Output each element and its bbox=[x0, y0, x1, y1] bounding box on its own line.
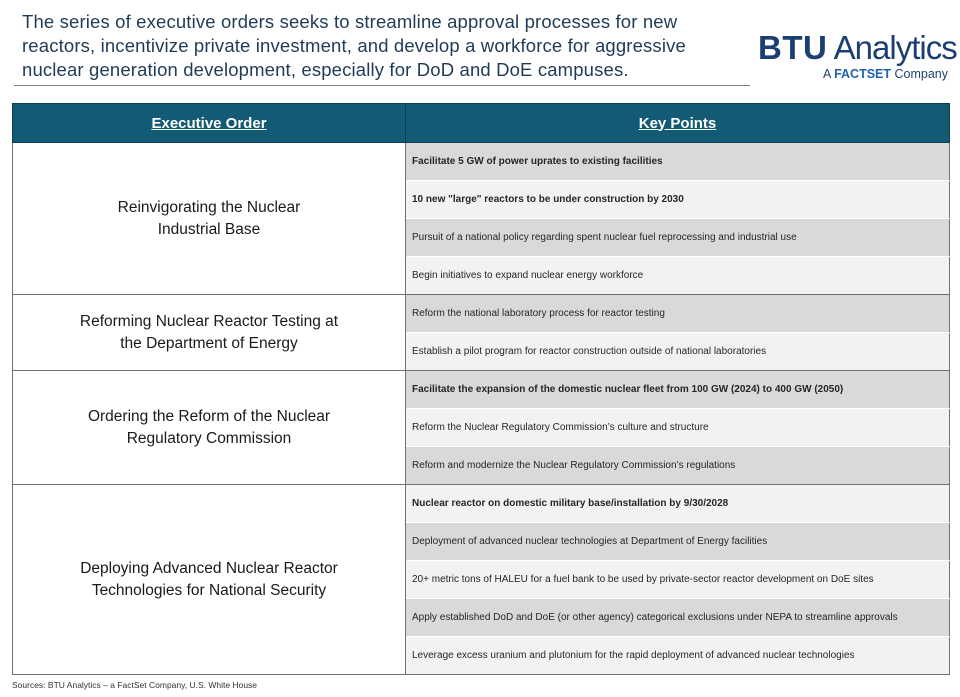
table-row bbox=[13, 485, 950, 523]
sources-note: Sources: BTU Analytics – a FactSet Company, U.S. White House bbox=[12, 680, 258, 690]
logo-btu: BTU bbox=[758, 29, 828, 66]
order-name-line: Reforming Nuclear Reactor Testing at bbox=[79, 312, 339, 330]
logo-tagline bbox=[758, 67, 950, 81]
key-point: Leverage excess uranium and plutonium for the rapid deployment of advanced nuclear technologies bbox=[406, 637, 950, 675]
key-point: Establish a pilot program for reactor construction outside of national laboratories bbox=[406, 333, 950, 371]
logo-tagline-a: A bbox=[822, 67, 835, 81]
table-header-row bbox=[13, 104, 950, 143]
key-point: 10 new "large" reactors to be under construction by 2030 bbox=[406, 181, 950, 219]
headline-line-1: The series of executive orders seeks to streamline approval processes for new bbox=[22, 11, 678, 32]
order-name-3 bbox=[13, 371, 406, 485]
logo-factset: FACTSET bbox=[834, 67, 892, 81]
key-point: Reform and modernize the Nuclear Regulatory Commission’s regulations bbox=[406, 447, 950, 485]
key-point: Reform the national laboratory process for reactor testing bbox=[406, 295, 950, 333]
headline bbox=[22, 10, 742, 82]
key-point: Facilitate the expansion of the domestic nuclear fleet from 100 GW (2024) to 400 GW (2050) bbox=[406, 371, 950, 409]
key-point: Apply established DoD and DoE (or other agency) categorical exclusions under NEPA to streamline approvals bbox=[406, 599, 950, 637]
order-name-line: the Department of Energy bbox=[120, 334, 298, 352]
executive-orders-table bbox=[12, 103, 950, 675]
header-key-points: Key Points bbox=[406, 104, 950, 143]
table-row bbox=[13, 143, 950, 181]
key-point: Begin initiatives to expand nuclear energy workforce bbox=[406, 257, 950, 295]
order-name-line: Technologies for National Security bbox=[91, 581, 327, 599]
headline-divider bbox=[14, 85, 750, 86]
headline-line-2: reactors, incentivize private investment, and develop a workforce for aggressive bbox=[22, 35, 686, 56]
key-point: Reform the Nuclear Regulatory Commission’s culture and structure bbox=[406, 409, 950, 447]
btu-analytics-logo bbox=[758, 29, 957, 81]
order-name-line: Ordering the Reform of the Nuclear bbox=[87, 407, 331, 425]
key-point: Nuclear reactor on domestic military base/installation by 9/30/2028 bbox=[406, 485, 950, 523]
order-name-1 bbox=[13, 143, 406, 295]
key-point: Pursuit of a national policy regarding spent nuclear fuel reprocessing and industrial use bbox=[406, 219, 950, 257]
key-point: Deployment of advanced nuclear technologies at Department of Energy facilities bbox=[406, 523, 950, 561]
logo-analytics: Analytics bbox=[827, 29, 957, 66]
order-name-line: Industrial Base bbox=[157, 220, 261, 238]
order-name-line: Regulatory Commission bbox=[126, 429, 292, 447]
order-name-4 bbox=[13, 485, 406, 675]
header-executive-order: Executive Order bbox=[13, 104, 406, 143]
logo-tagline-company: Company bbox=[891, 67, 948, 81]
key-point: 20+ metric tons of HALEU for a fuel bank to be used by private-sector reactor development on DoE sites bbox=[406, 561, 950, 599]
logo-wordmark bbox=[758, 29, 957, 66]
headline-line-3: nuclear generation development, especially for DoD and DoE campuses. bbox=[22, 59, 629, 80]
table-row bbox=[13, 371, 950, 409]
order-name-2 bbox=[13, 295, 406, 371]
order-name-line: Reinvigorating the Nuclear bbox=[117, 198, 301, 216]
key-point: Facilitate 5 GW of power uprates to existing facilities bbox=[406, 143, 950, 181]
table-row bbox=[13, 295, 950, 333]
order-name-line: Deploying Advanced Nuclear Reactor bbox=[80, 559, 338, 577]
